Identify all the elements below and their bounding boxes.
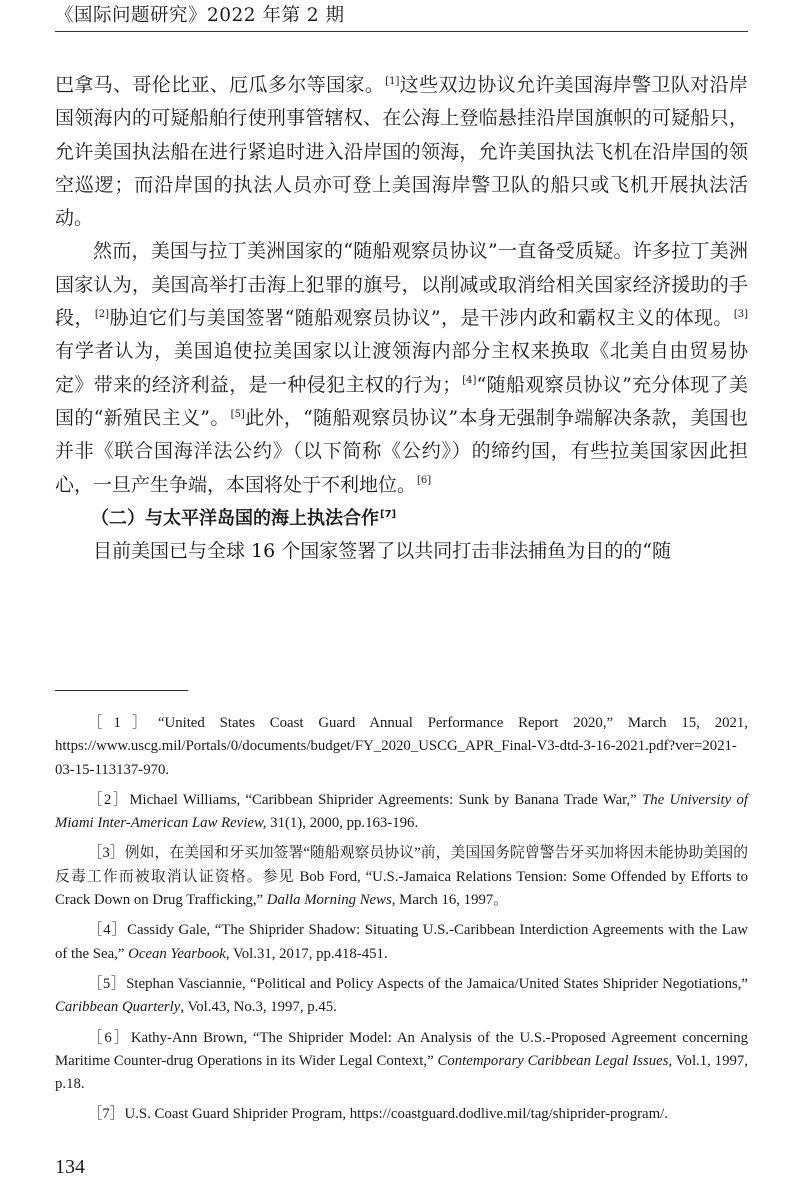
footnote-7: ［7］U.S. Coast Guard Shiprider Program, https://coastguard.dodlive.mil/tag/shiprider-program/. [87,1106,668,1123]
footnote-4: ［4］Cassidy Gale, “The Shiprider Shadow: Situating U.S.-Caribbean Interdiction Agreements with the Law of the Sea,” Ocean Yearbook, Vol.31, 2017, pp.418-451. [55,922,748,962]
footnote-ref-2[interactable]: [2] [94,308,110,320]
paragraph-3: 目前美国已与全球 16 个国家签署了以共同打击非法捕鱼为目的的“随 [93,540,671,563]
footnote-ref-6[interactable]: [6] [417,475,432,487]
footnotes [55,712,748,1134]
footnote-ref-1[interactable]: [1] [385,75,400,87]
footnote-divider [55,690,188,691]
footnote-ref-7[interactable]: [7] [380,508,397,520]
footnote-1: ［1］“United States Coast Guard Annual Performance Report 2020,” March 15, 2021, https://www.uscg.mil/Portals/0/documents/budget/FY_2020_USCG_APR_Final-V3-dtd-3-16-2021.pdf?ver=2021-03-15-113137-970. [55,715,748,778]
footnote-6: ［6］Kathy-Ann Brown, “The Shiprider Model: An Analysis of the U.S.-Proposed Agreement concerning Maritime Counter-drug Operations in its Wider Legal Context,” Contemporary Caribbean Legal Issues, Vol.1, 1997, p.18. [55,1029,748,1093]
footnote-5: ［5］Stephan Vasciannie, “Political and Policy Aspects of the Jamaica/United States Shiprider Negotiations,” Caribbean Quarterly, Vol.43, No.3, 1997, p.45. [55,975,748,1016]
footnote-ref-5[interactable]: [5] [230,408,245,420]
footnote-2: ［2］Michael Williams, “Caribbean Shiprider Agreements: Sunk by Banana Trade War,” The University of Miami Inter-American Law Review, 31(1), 2000, pp.163-196. [55,791,748,832]
main-text [55,69,748,568]
running-header [55,0,748,32]
section-heading: （二）与太平洋岛国的海上执法合作[7] [91,507,397,529]
footnote-ref-3[interactable]: [3] [733,308,748,320]
journal-issue-title: 《国际问题研究》2022 年第 2 期 [55,5,345,26]
paragraph-1: 巴拿马、哥伦比亚、厄瓜多尔等国家。[1]这些双边协议允许美国海岸警卫队对沿岸国领海内的可疑船舶行使刑事管辖权、在公海上登临悬挂沿岸国旗帜的可疑船只，允许美国执法船在进行紧追时进入沿岸国的领海，允许美国执法飞机在沿岸国的领空巡逻；而沿岸国的执法人员亦可登上美国海岸警卫队的船只或飞机开展执法活动。 [55,74,748,230]
paragraph-2: 然而，美国与拉丁美洲国家的“随船观察员协议”一直备受质疑。许多拉丁美洲国家认为，美国高举打击海上犯罪的旗号，以削减或取消给相关国家经济援助的手段，[2]胁迫它们与美国签署“随船观察员协议”，是干涉内政和霸权主义的体现。[3]有学者认为，美国追使拉美国家以让渡领海内部分主权来换取《北美自由贸易协定》带来的经济利益，是一种侵犯主权的行为；[4]“随船观察员协议”充分体现了美国的“新殖民主义”。[5]此外，“随船观察员协议”本身无强制争端解决条款，美国也并非《联合国海洋法公约》（以下简称《公约》）的缔约国，有些拉美国家因此担心，一旦产生争端，本国将处于不利地位。[6] [55,240,748,496]
footnote-ref-4[interactable]: [4] [462,375,477,387]
page-number: 134 [55,1156,85,1178]
footnote-3: ［3］例如，在美国和牙买加签署“随船观察员协议”前，美国国务院曾警告牙买加将因未能协助美国的反毒工作而被取消认证资格。参见 Bob Ford, “U.S.-Jamaica Relations Tension: Some Offended by Efforts to Crack Down on Drug Trafficking,” Dalla Morning News, March 16, 1997。 [55,845,749,909]
